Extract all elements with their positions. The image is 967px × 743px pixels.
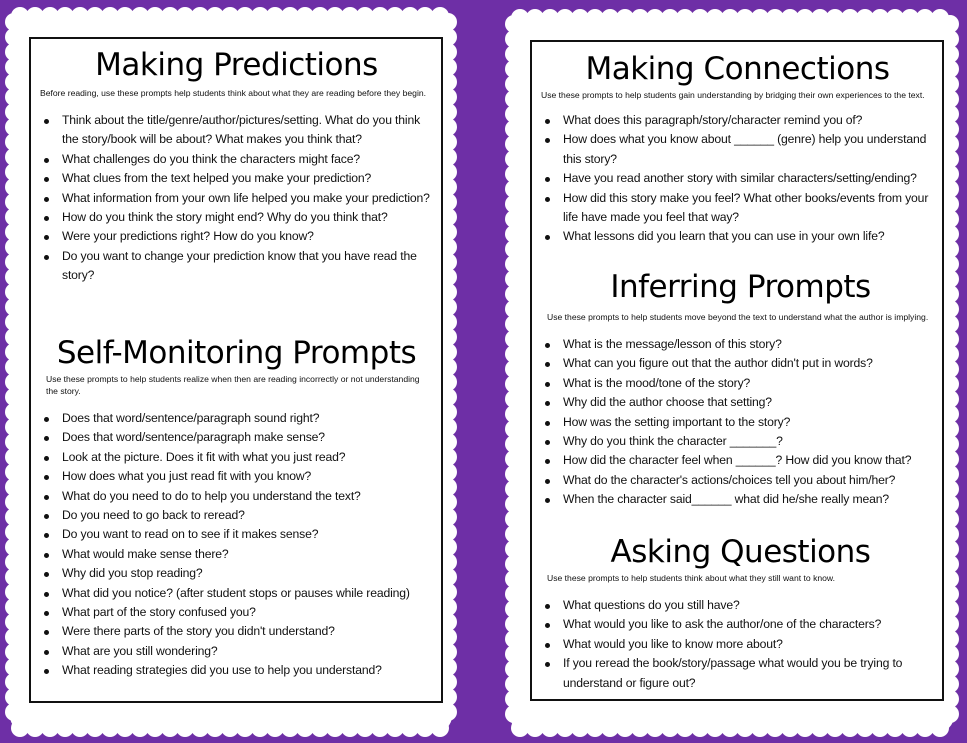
- making-predictions-section: [31, 45, 441, 286]
- inferring-title: Inferring Prompts: [610, 269, 871, 305]
- asking-questions-title: Asking Questions: [610, 534, 871, 570]
- list-item: What is the message/lesson of this story?: [541, 335, 934, 354]
- list-item: What information from your own life helped you make your prediction?: [40, 189, 433, 208]
- list-item: How does what you know about ______ (genre) help you understand this story?: [541, 130, 934, 169]
- making-connections-list: [541, 111, 934, 247]
- inferring-intro: Use these prompts to help students move beyond the text to understand what the author is implying.: [547, 312, 929, 322]
- making-connections-title: Making Connections: [585, 51, 890, 87]
- list-item: What did you notice? (after student stops or pauses while reading): [40, 584, 433, 603]
- list-item: What reading strategies did you use to help you understand?: [40, 661, 433, 680]
- self-monitoring-title: Self-Monitoring Prompts: [56, 335, 417, 371]
- list-item: What is the mood/tone of the story?: [541, 374, 934, 393]
- making-predictions-title: Making Predictions: [95, 47, 378, 83]
- list-item: How did the character feel when ______? How did you know that?: [541, 451, 934, 470]
- list-item: What part of the story confused you?: [40, 603, 433, 622]
- list-item: Why did you stop reading?: [40, 564, 433, 583]
- list-item: What would you like to ask the author/one of the characters?: [541, 615, 934, 634]
- inferring-list: [541, 335, 934, 510]
- list-item: What are you still wondering?: [40, 642, 433, 661]
- making-connections-intro: Use these prompts to help students gain understanding by bridging their own experiences to the text.: [541, 90, 925, 100]
- list-item: Have you read another story with similar characters/setting/ending?: [541, 169, 934, 188]
- list-item: Does that word/sentence/paragraph sound right?: [40, 409, 433, 428]
- list-item: How does what you just read fit with you know?: [40, 467, 433, 486]
- list-item: What do the character's actions/choices tell you about him/her?: [541, 471, 934, 490]
- list-item: Look at the picture. Does it fit with what you just read?: [40, 448, 433, 467]
- list-item: What would you like to know more about?: [541, 635, 934, 654]
- list-item: Were there parts of the story you didn't understand?: [40, 622, 433, 641]
- asking-questions-intro: Use these prompts to help students think about what they still want to know.: [547, 573, 836, 583]
- making-predictions-intro: Before reading, use these prompts help students think about what they are reading before they begin.: [40, 88, 427, 98]
- list-item: Do you want to change your prediction know that you have read the story?: [40, 247, 433, 286]
- self-monitoring-list: [40, 409, 433, 681]
- list-item: Do you want to read on to see if it makes sense?: [40, 525, 433, 544]
- list-item: Were your predictions right? How do you know?: [40, 227, 433, 246]
- right-panel: [530, 40, 944, 701]
- list-item: What lessons did you learn that you can use in your own life?: [541, 227, 934, 246]
- making-predictions-list: [40, 111, 433, 286]
- list-item: What does this paragraph/story/character remind you of?: [541, 111, 934, 130]
- self-monitoring-intro: Use these prompts to help students realize when then are reading incorrectly or not understanding the story.: [46, 374, 420, 396]
- list-item: Why did the author choose that setting?: [541, 393, 934, 412]
- list-item: What would make sense there?: [40, 545, 433, 564]
- list-item: Think about the title/genre/author/pictures/setting. What do you think the story/book will be about? What makes you think that?: [40, 111, 433, 150]
- list-item: What challenges do you think the characters might face?: [40, 150, 433, 169]
- self-monitoring-section: [31, 333, 441, 681]
- making-connections-section: [532, 49, 942, 247]
- list-item: How do you think the story might end? Why do you think that?: [40, 208, 433, 227]
- list-item: How was the setting important to the story?: [541, 413, 934, 432]
- left-panel: [29, 37, 443, 703]
- list-item: What clues from the text helped you make your prediction?: [40, 169, 433, 188]
- list-item: What can you figure out that the author didn't put in words?: [541, 354, 934, 373]
- list-item: What questions do you still have?: [541, 596, 934, 615]
- list-item: Do you need to go back to reread?: [40, 506, 433, 525]
- list-item: When the character said______ what did he/she really mean?: [541, 490, 934, 509]
- list-item: What do you need to do to help you understand the text?: [40, 487, 433, 506]
- list-item: If you reread the book/story/passage what would you be trying to understand or figure out?: [541, 654, 934, 693]
- list-item: Does that word/sentence/paragraph make sense?: [40, 428, 433, 447]
- asking-questions-section: [532, 532, 942, 693]
- list-item: How did this story make you feel? What other books/events from your life have made you feel that way?: [541, 189, 934, 228]
- asking-questions-list: [541, 596, 934, 693]
- inferring-section: [532, 267, 942, 510]
- list-item: Why do you think the character _______?: [541, 432, 934, 451]
